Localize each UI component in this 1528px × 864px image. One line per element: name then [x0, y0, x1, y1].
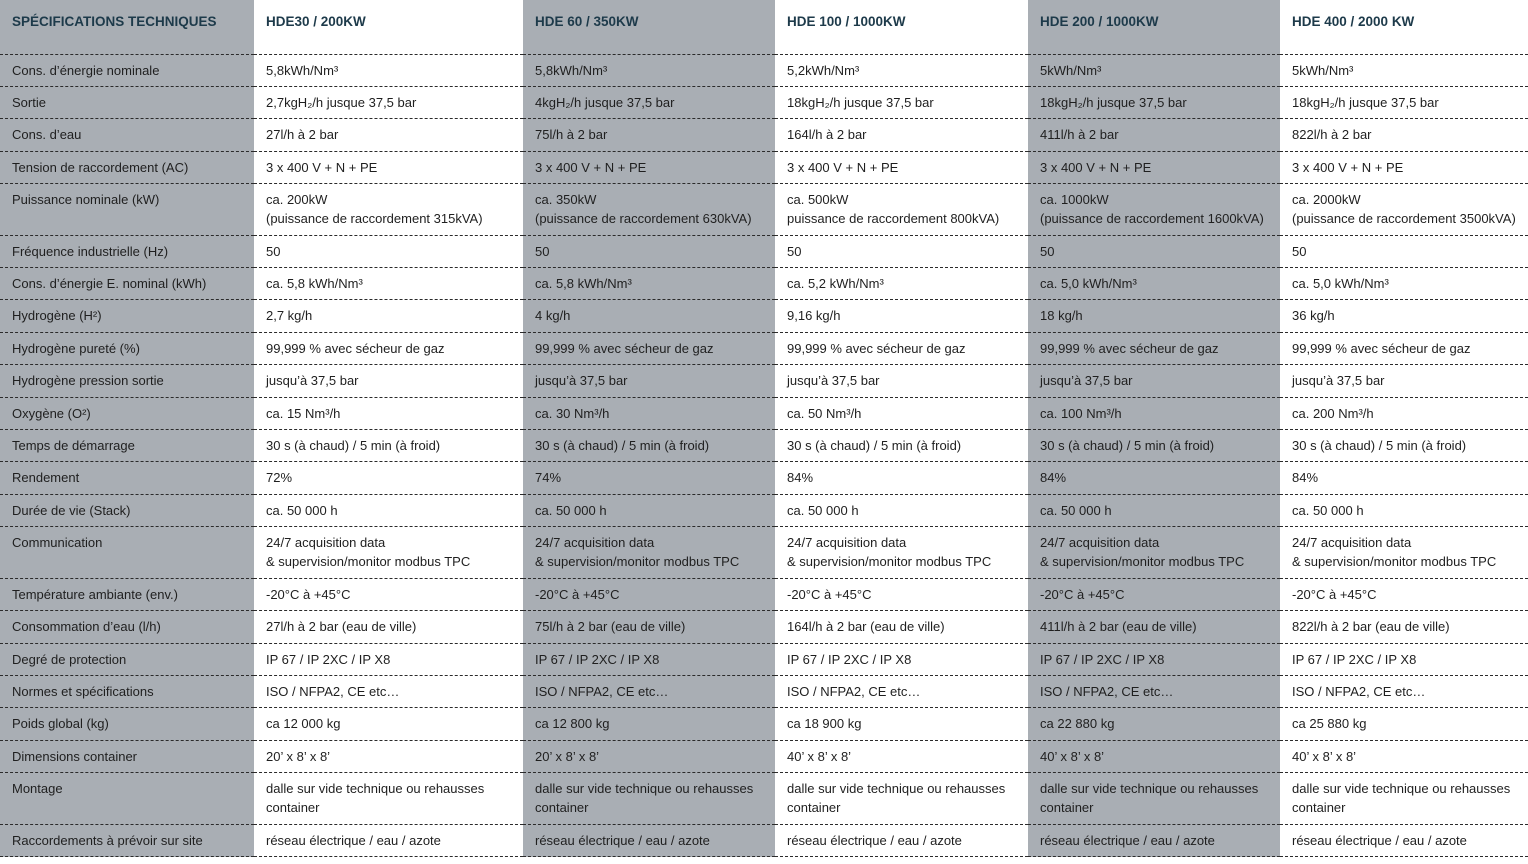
- table-cell: [523, 300, 775, 332]
- cell-text: 2,7kgH₂/h jusque 37,5 bar: [266, 94, 417, 110]
- row-label-rendement: Rendement: [0, 462, 254, 494]
- table-cell: [523, 611, 775, 643]
- cell-text: dalle sur vide technique ou rehausses: [1292, 781, 1511, 797]
- table-row: [0, 235, 1528, 267]
- cell-text: 24/7 acquisition data: [787, 535, 907, 551]
- table-cell: [254, 54, 523, 86]
- cell-text: IP 67 / IP 2XC / IP X8: [787, 651, 912, 667]
- table-cell: [1280, 151, 1528, 183]
- cell-text: ca. 200 Nm³/h: [1292, 405, 1374, 421]
- cell-text: ca. 5,0 kWh/Nm³: [1292, 276, 1389, 292]
- cell-text: 84%: [1292, 470, 1319, 486]
- cell-text: réseau électrique / eau / azote: [787, 832, 962, 848]
- cell-text: ISO / NFPA2, CE etc…: [1292, 683, 1426, 699]
- row-label-tension-de-raccordement-ac: Tension de raccordement (AC): [0, 151, 254, 183]
- cell-text: 3 x 400 V + N + PE: [266, 159, 378, 175]
- table-row: [0, 365, 1528, 397]
- row-label-cons-d-eau: Cons. d’eau: [0, 119, 254, 151]
- table-cell: [775, 430, 1028, 462]
- table-cell: [1280, 119, 1528, 151]
- cell-text: 50: [535, 243, 550, 259]
- table-cell: [254, 824, 523, 856]
- row-label-cons-d-energie-nominale: Cons. d’énergie nominale: [0, 54, 254, 86]
- cell-text: -20°C à +45°C: [1292, 586, 1377, 602]
- table-cell: [523, 578, 775, 610]
- cell-text: ca 12 000 kg: [266, 716, 341, 732]
- table-cell: [1028, 151, 1280, 183]
- table-cell: [1280, 824, 1528, 856]
- cell-text: ca. 100 Nm³/h: [1040, 405, 1122, 421]
- cell-text: 50: [1292, 243, 1307, 259]
- specifications-body: [0, 54, 1528, 857]
- cell-text: ca. 50 000 h: [535, 502, 607, 518]
- table-cell: [1280, 675, 1528, 707]
- cell-text: ca. 200kW: [266, 192, 328, 208]
- table-cell: [1280, 740, 1528, 772]
- table-cell: [254, 462, 523, 494]
- row-label-temperature-ambiante-env: Température ambiante (env.): [0, 578, 254, 610]
- cell-text: 99,999 % avec sécheur de gaz: [1292, 340, 1471, 356]
- table-cell: [523, 365, 775, 397]
- cell-text: 4 kg/h: [535, 308, 571, 324]
- table-cell: [775, 675, 1028, 707]
- table-cell: [1028, 430, 1280, 462]
- table-cell: [1280, 643, 1528, 675]
- table-cell: [775, 184, 1028, 236]
- table-row: [0, 300, 1528, 332]
- cell-text: dalle sur vide technique ou rehausses: [787, 781, 1006, 797]
- cell-text: 9,16 kg/h: [787, 308, 841, 324]
- table-cell: [1280, 611, 1528, 643]
- cell-text: 75l/h à 2 bar: [535, 127, 608, 143]
- cell-text: IP 67 / IP 2XC / IP X8: [1292, 651, 1417, 667]
- cell-text: puissance de raccordement 800kVA): [787, 211, 1000, 227]
- table-cell: [254, 578, 523, 610]
- table-row: [0, 643, 1528, 675]
- row-label-consommation-d-eau-l-h: Consommation d’eau (l/h): [0, 611, 254, 643]
- table-cell: [775, 235, 1028, 267]
- row-label-puissance-nominale-kw: Puissance nominale (kW): [0, 184, 254, 236]
- table-cell: [775, 54, 1028, 86]
- cell-text: dalle sur vide technique ou rehausses: [266, 781, 485, 797]
- table-cell: [1280, 184, 1528, 236]
- table-cell: [1028, 86, 1280, 118]
- cell-text: ca. 50 Nm³/h: [787, 405, 862, 421]
- table-cell: [254, 740, 523, 772]
- table-cell: [1028, 397, 1280, 429]
- table-row: [0, 54, 1528, 86]
- row-label-montage: Montage: [0, 773, 254, 825]
- table-cell: [775, 300, 1028, 332]
- cell-text: 3 x 400 V + N + PE: [1040, 159, 1152, 175]
- table-cell: [523, 824, 775, 856]
- cell-text: (puissance de raccordement 315kVA): [266, 211, 483, 227]
- cell-text: dalle sur vide technique ou rehausses: [535, 781, 754, 797]
- table-cell: [1028, 54, 1280, 86]
- row-label-degre-de-protection: Degré de protection: [0, 643, 254, 675]
- table-cell: [1028, 235, 1280, 267]
- table-cell: [1280, 462, 1528, 494]
- cell-text: 3 x 400 V + N + PE: [535, 159, 647, 175]
- header-specifications: SPÉCIFICATIONS TECHNIQUES: [0, 0, 254, 54]
- cell-text: & supervision/monitor modbus TPC: [787, 554, 992, 570]
- table-cell: [775, 332, 1028, 364]
- header-hde100: HDE 100 / 1000KW: [775, 0, 1028, 54]
- table-cell: [1028, 119, 1280, 151]
- cell-text: 30 s (à chaud) / 5 min (à froid): [787, 438, 962, 453]
- cell-text: 20’ x 8’ x 8’: [535, 748, 600, 764]
- table-cell: [254, 494, 523, 526]
- cell-text: container: [787, 800, 841, 816]
- cell-text: 18kgH₂/h jusque 37,5 bar: [787, 94, 934, 110]
- table-cell: [775, 494, 1028, 526]
- cell-text: ca. 50 000 h: [1292, 502, 1364, 518]
- cell-text: 18kgH₂/h jusque 37,5 bar: [1040, 94, 1187, 110]
- row-label-hydrogene-h: Hydrogène (H²): [0, 300, 254, 332]
- cell-text: 99,999 % avec sécheur de gaz: [1040, 340, 1219, 356]
- cell-text: 18kgH₂/h jusque 37,5 bar: [1292, 94, 1439, 110]
- cell-text: jusqu’à 37,5 bar: [266, 373, 359, 389]
- cell-text: & supervision/monitor modbus TPC: [535, 554, 740, 570]
- cell-text: ISO / NFPA2, CE etc…: [787, 683, 921, 699]
- table-cell: [775, 708, 1028, 740]
- cell-text: réseau électrique / eau / azote: [1040, 832, 1215, 848]
- table-cell: [1028, 773, 1280, 825]
- cell-text: 50: [787, 243, 802, 259]
- cell-text: -20°C à +45°C: [535, 586, 620, 602]
- table-cell: [775, 119, 1028, 151]
- cell-text: 30 s (à chaud) / 5 min (à froid): [1040, 438, 1215, 453]
- row-label-poids-global-kg: Poids global (kg): [0, 708, 254, 740]
- table-cell: [1028, 332, 1280, 364]
- cell-text: 40’ x 8’ x 8’: [1040, 748, 1105, 764]
- cell-text: ca. 50 000 h: [787, 502, 859, 518]
- table-cell: [1028, 527, 1280, 579]
- cell-text: -20°C à +45°C: [787, 586, 872, 602]
- cell-text: ca 18 900 kg: [787, 716, 862, 732]
- cell-text: & supervision/monitor modbus TPC: [1040, 554, 1245, 570]
- cell-text: 75l/h à 2 bar (eau de ville): [535, 619, 686, 635]
- cell-text: dalle sur vide technique ou rehausses: [1040, 781, 1259, 797]
- cell-text: & supervision/monitor modbus TPC: [1292, 554, 1497, 570]
- table-cell: [1028, 675, 1280, 707]
- table-cell: [1280, 365, 1528, 397]
- table-cell: [1028, 643, 1280, 675]
- cell-text: 822l/h à 2 bar (eau de ville): [1292, 619, 1450, 635]
- table-cell: [523, 397, 775, 429]
- row-label-temps-de-demarrage: Temps de démarrage: [0, 430, 254, 462]
- table-cell: [1028, 462, 1280, 494]
- table-cell: [1280, 773, 1528, 825]
- table-cell: [254, 268, 523, 300]
- table-row: [0, 397, 1528, 429]
- cell-text: ca. 15 Nm³/h: [266, 405, 341, 421]
- table-cell: [1280, 708, 1528, 740]
- table-cell: [775, 643, 1028, 675]
- cell-text: ca 12 800 kg: [535, 716, 610, 732]
- cell-text: 411l/h à 2 bar: [1040, 127, 1119, 143]
- table-cell: [523, 235, 775, 267]
- cell-text: 72%: [266, 470, 293, 486]
- table-row: [0, 332, 1528, 364]
- row-label-hydrogene-pression-sortie: Hydrogène pression sortie: [0, 365, 254, 397]
- cell-text: ISO / NFPA2, CE etc…: [535, 683, 669, 699]
- table-cell: [1280, 54, 1528, 86]
- table-row: [0, 824, 1528, 856]
- cell-text: jusqu’à 37,5 bar: [787, 373, 880, 389]
- table-cell: [775, 611, 1028, 643]
- table-cell: [1028, 494, 1280, 526]
- header-hde30: HDE30 / 200KW: [254, 0, 523, 54]
- table-cell: [523, 708, 775, 740]
- cell-text: container: [1040, 800, 1094, 816]
- table-cell: [523, 86, 775, 118]
- table-cell: [1028, 184, 1280, 236]
- table-cell: [1280, 86, 1528, 118]
- table-row: [0, 462, 1528, 494]
- table-cell: [1028, 300, 1280, 332]
- cell-text: 3 x 400 V + N + PE: [1292, 159, 1404, 175]
- table-cell: [1280, 332, 1528, 364]
- cell-text: 99,999 % avec sécheur de gaz: [535, 340, 714, 356]
- cell-text: 4kgH₂/h jusque 37,5 bar: [535, 94, 675, 110]
- table-cell: [1280, 300, 1528, 332]
- table-cell: [523, 494, 775, 526]
- cell-text: ISO / NFPA2, CE etc…: [1040, 683, 1174, 699]
- cell-text: container: [266, 800, 320, 816]
- table-cell: [254, 365, 523, 397]
- cell-text: ca. 50 000 h: [266, 502, 338, 518]
- table-cell: [254, 430, 523, 462]
- table-cell: [775, 527, 1028, 579]
- table-cell: [1280, 527, 1528, 579]
- cell-text: ISO / NFPA2, CE etc…: [266, 683, 400, 699]
- table-cell: [775, 773, 1028, 825]
- table-row: [0, 494, 1528, 526]
- table-cell: [1028, 740, 1280, 772]
- header-hde60: HDE 60 / 350KW: [523, 0, 775, 54]
- table-cell: [254, 184, 523, 236]
- table-cell: [775, 462, 1028, 494]
- cell-text: ca. 500kW: [787, 192, 849, 208]
- header-hde400: HDE 400 / 2000 KW: [1280, 0, 1528, 54]
- table-cell: [523, 773, 775, 825]
- table-cell: [775, 397, 1028, 429]
- cell-text: réseau électrique / eau / azote: [266, 832, 441, 848]
- table-row: [0, 708, 1528, 740]
- cell-text: 5,8kWh/Nm³: [535, 62, 608, 78]
- cell-text: 74%: [535, 470, 562, 486]
- table-cell: [523, 151, 775, 183]
- cell-text: 30 s (à chaud) / 5 min (à froid): [535, 438, 710, 453]
- row-label-hydrogene-purete: Hydrogène pureté (%): [0, 332, 254, 364]
- table-cell: [254, 708, 523, 740]
- cell-text: 24/7 acquisition data: [535, 535, 655, 551]
- table-cell: [254, 773, 523, 825]
- table-cell: [254, 527, 523, 579]
- cell-text: jusqu’à 37,5 bar: [1292, 373, 1385, 389]
- row-label-oxygene-o: Oxygène (O²): [0, 397, 254, 429]
- cell-text: 50: [266, 243, 281, 259]
- cell-text: ca. 1000kW: [1040, 192, 1109, 208]
- cell-text: ca. 50 000 h: [1040, 502, 1112, 518]
- cell-text: -20°C à +45°C: [1040, 586, 1125, 602]
- cell-text: 24/7 acquisition data: [1040, 535, 1160, 551]
- table-cell: [1028, 824, 1280, 856]
- table-row: [0, 773, 1528, 825]
- cell-text: ca. 5,0 kWh/Nm³: [1040, 276, 1137, 292]
- table-cell: [523, 184, 775, 236]
- cell-text: 40’ x 8’ x 8’: [1292, 748, 1357, 764]
- row-label-dimensions-container: Dimensions container: [0, 740, 254, 772]
- table-row: [0, 675, 1528, 707]
- table-row: [0, 740, 1528, 772]
- cell-text: (puissance de raccordement 630kVA): [535, 211, 752, 227]
- cell-text: ca. 2000kW: [1292, 192, 1361, 208]
- cell-text: 30 s (à chaud) / 5 min (à froid): [1292, 438, 1467, 453]
- table-row: [0, 184, 1528, 236]
- cell-text: 27l/h à 2 bar (eau de ville): [266, 619, 417, 635]
- row-label-cons-d-energie-e-nominal-kwh: Cons. d’énergie E. nominal (kWh): [0, 268, 254, 300]
- row-label-communication: Communication: [0, 527, 254, 579]
- table-cell: [523, 643, 775, 675]
- cell-text: 50: [1040, 243, 1055, 259]
- cell-text: -20°C à +45°C: [266, 586, 351, 602]
- cell-text: IP 67 / IP 2XC / IP X8: [266, 651, 391, 667]
- cell-text: 2,7 kg/h: [266, 308, 313, 324]
- table-cell: [254, 332, 523, 364]
- row-label-raccordements-a-prevoir-sur-site: Raccordements à prévoir sur site: [0, 824, 254, 856]
- table-cell: [254, 119, 523, 151]
- cell-text: IP 67 / IP 2XC / IP X8: [1040, 651, 1165, 667]
- row-label-frequence-industrielle-hz: Fréquence industrielle (Hz): [0, 235, 254, 267]
- cell-text: jusqu’à 37,5 bar: [535, 373, 628, 389]
- cell-text: 5kWh/Nm³: [1040, 62, 1102, 78]
- cell-text: container: [535, 800, 589, 816]
- table-cell: [254, 300, 523, 332]
- table-cell: [775, 365, 1028, 397]
- table-row: [0, 527, 1528, 579]
- table-cell: [1028, 578, 1280, 610]
- cell-text: ca. 5,8 kWh/Nm³: [535, 276, 632, 292]
- table-cell: [775, 578, 1028, 610]
- cell-text: container: [1292, 800, 1346, 816]
- table-cell: [523, 740, 775, 772]
- cell-text: réseau électrique / eau / azote: [535, 832, 710, 848]
- table-row: [0, 578, 1528, 610]
- table-cell: [775, 268, 1028, 300]
- cell-text: (puissance de raccordement 1600kVA): [1040, 211, 1264, 227]
- table-cell: [1028, 268, 1280, 300]
- table-cell: [523, 268, 775, 300]
- cell-text: ca. 350kW: [535, 192, 597, 208]
- cell-text: 99,999 % avec sécheur de gaz: [266, 340, 445, 356]
- table-cell: [254, 643, 523, 675]
- table-row: [0, 430, 1528, 462]
- cell-text: ca 25 880 kg: [1292, 716, 1367, 732]
- table-cell: [523, 462, 775, 494]
- table-cell: [1028, 611, 1280, 643]
- cell-text: 164l/h à 2 bar: [787, 127, 867, 143]
- cell-text: ca 22 880 kg: [1040, 716, 1115, 732]
- cell-text: réseau électrique / eau / azote: [1292, 832, 1467, 848]
- table-cell: [775, 151, 1028, 183]
- table-cell: [775, 824, 1028, 856]
- cell-text: ca. 5,8 kWh/Nm³: [266, 276, 363, 292]
- table-cell: [254, 675, 523, 707]
- cell-text: 99,999 % avec sécheur de gaz: [787, 340, 966, 356]
- cell-text: 27l/h à 2 bar: [266, 127, 339, 143]
- table-cell: [254, 235, 523, 267]
- table-cell: [523, 675, 775, 707]
- header-row: [0, 0, 1528, 54]
- row-label-duree-de-vie-stack: Durée de vie (Stack): [0, 494, 254, 526]
- table-cell: [523, 527, 775, 579]
- cell-text: 164l/h à 2 bar (eau de ville): [787, 619, 945, 635]
- cell-text: 822l/h à 2 bar: [1292, 127, 1372, 143]
- table-cell: [1280, 397, 1528, 429]
- cell-text: IP 67 / IP 2XC / IP X8: [535, 651, 660, 667]
- row-label-normes-et-specifications: Normes et spécifications: [0, 675, 254, 707]
- row-label-sortie: Sortie: [0, 86, 254, 118]
- cell-text: 84%: [787, 470, 814, 486]
- table-row: [0, 151, 1528, 183]
- cell-text: 40’ x 8’ x 8’: [787, 748, 852, 764]
- cell-text: 5,8kWh/Nm³: [266, 62, 339, 78]
- cell-text: 5kWh/Nm³: [1292, 62, 1354, 78]
- cell-text: 30 s (à chaud) / 5 min (à froid): [266, 438, 441, 453]
- table-row: [0, 86, 1528, 118]
- table-cell: [775, 86, 1028, 118]
- table-row: [0, 611, 1528, 643]
- table-cell: [254, 86, 523, 118]
- table-cell: [775, 740, 1028, 772]
- cell-text: ca. 30 Nm³/h: [535, 405, 610, 421]
- cell-text: 5,2kWh/Nm³: [787, 62, 860, 78]
- table-cell: [1280, 430, 1528, 462]
- cell-text: 20’ x 8’ x 8’: [266, 748, 331, 764]
- cell-text: ca. 5,2 kWh/Nm³: [787, 276, 884, 292]
- cell-text: jusqu’à 37,5 bar: [1040, 373, 1133, 389]
- cell-text: 84%: [1040, 470, 1067, 486]
- cell-text: 18 kg/h: [1040, 308, 1083, 324]
- table-row: [0, 268, 1528, 300]
- table-cell: [254, 611, 523, 643]
- table-cell: [1280, 578, 1528, 610]
- table-cell: [254, 151, 523, 183]
- table-cell: [523, 54, 775, 86]
- cell-text: 24/7 acquisition data: [1292, 535, 1412, 551]
- table-cell: [1280, 268, 1528, 300]
- table-cell: [523, 332, 775, 364]
- cell-text: 411l/h à 2 bar (eau de ville): [1040, 619, 1197, 635]
- table-cell: [1028, 708, 1280, 740]
- cell-text: 3 x 400 V + N + PE: [787, 159, 899, 175]
- table-cell: [254, 397, 523, 429]
- table-cell: [1280, 494, 1528, 526]
- header-hde200: HDE 200 / 1000KW: [1028, 0, 1280, 54]
- table-cell: [523, 430, 775, 462]
- cell-text: 36 kg/h: [1292, 308, 1335, 324]
- cell-text: & supervision/monitor modbus TPC: [266, 554, 471, 570]
- table-cell: [1028, 365, 1280, 397]
- table-row: [0, 119, 1528, 151]
- cell-text: 24/7 acquisition data: [266, 535, 386, 551]
- table-cell: [1280, 235, 1528, 267]
- cell-text: (puissance de raccordement 3500kVA): [1292, 211, 1516, 227]
- table-cell: [523, 119, 775, 151]
